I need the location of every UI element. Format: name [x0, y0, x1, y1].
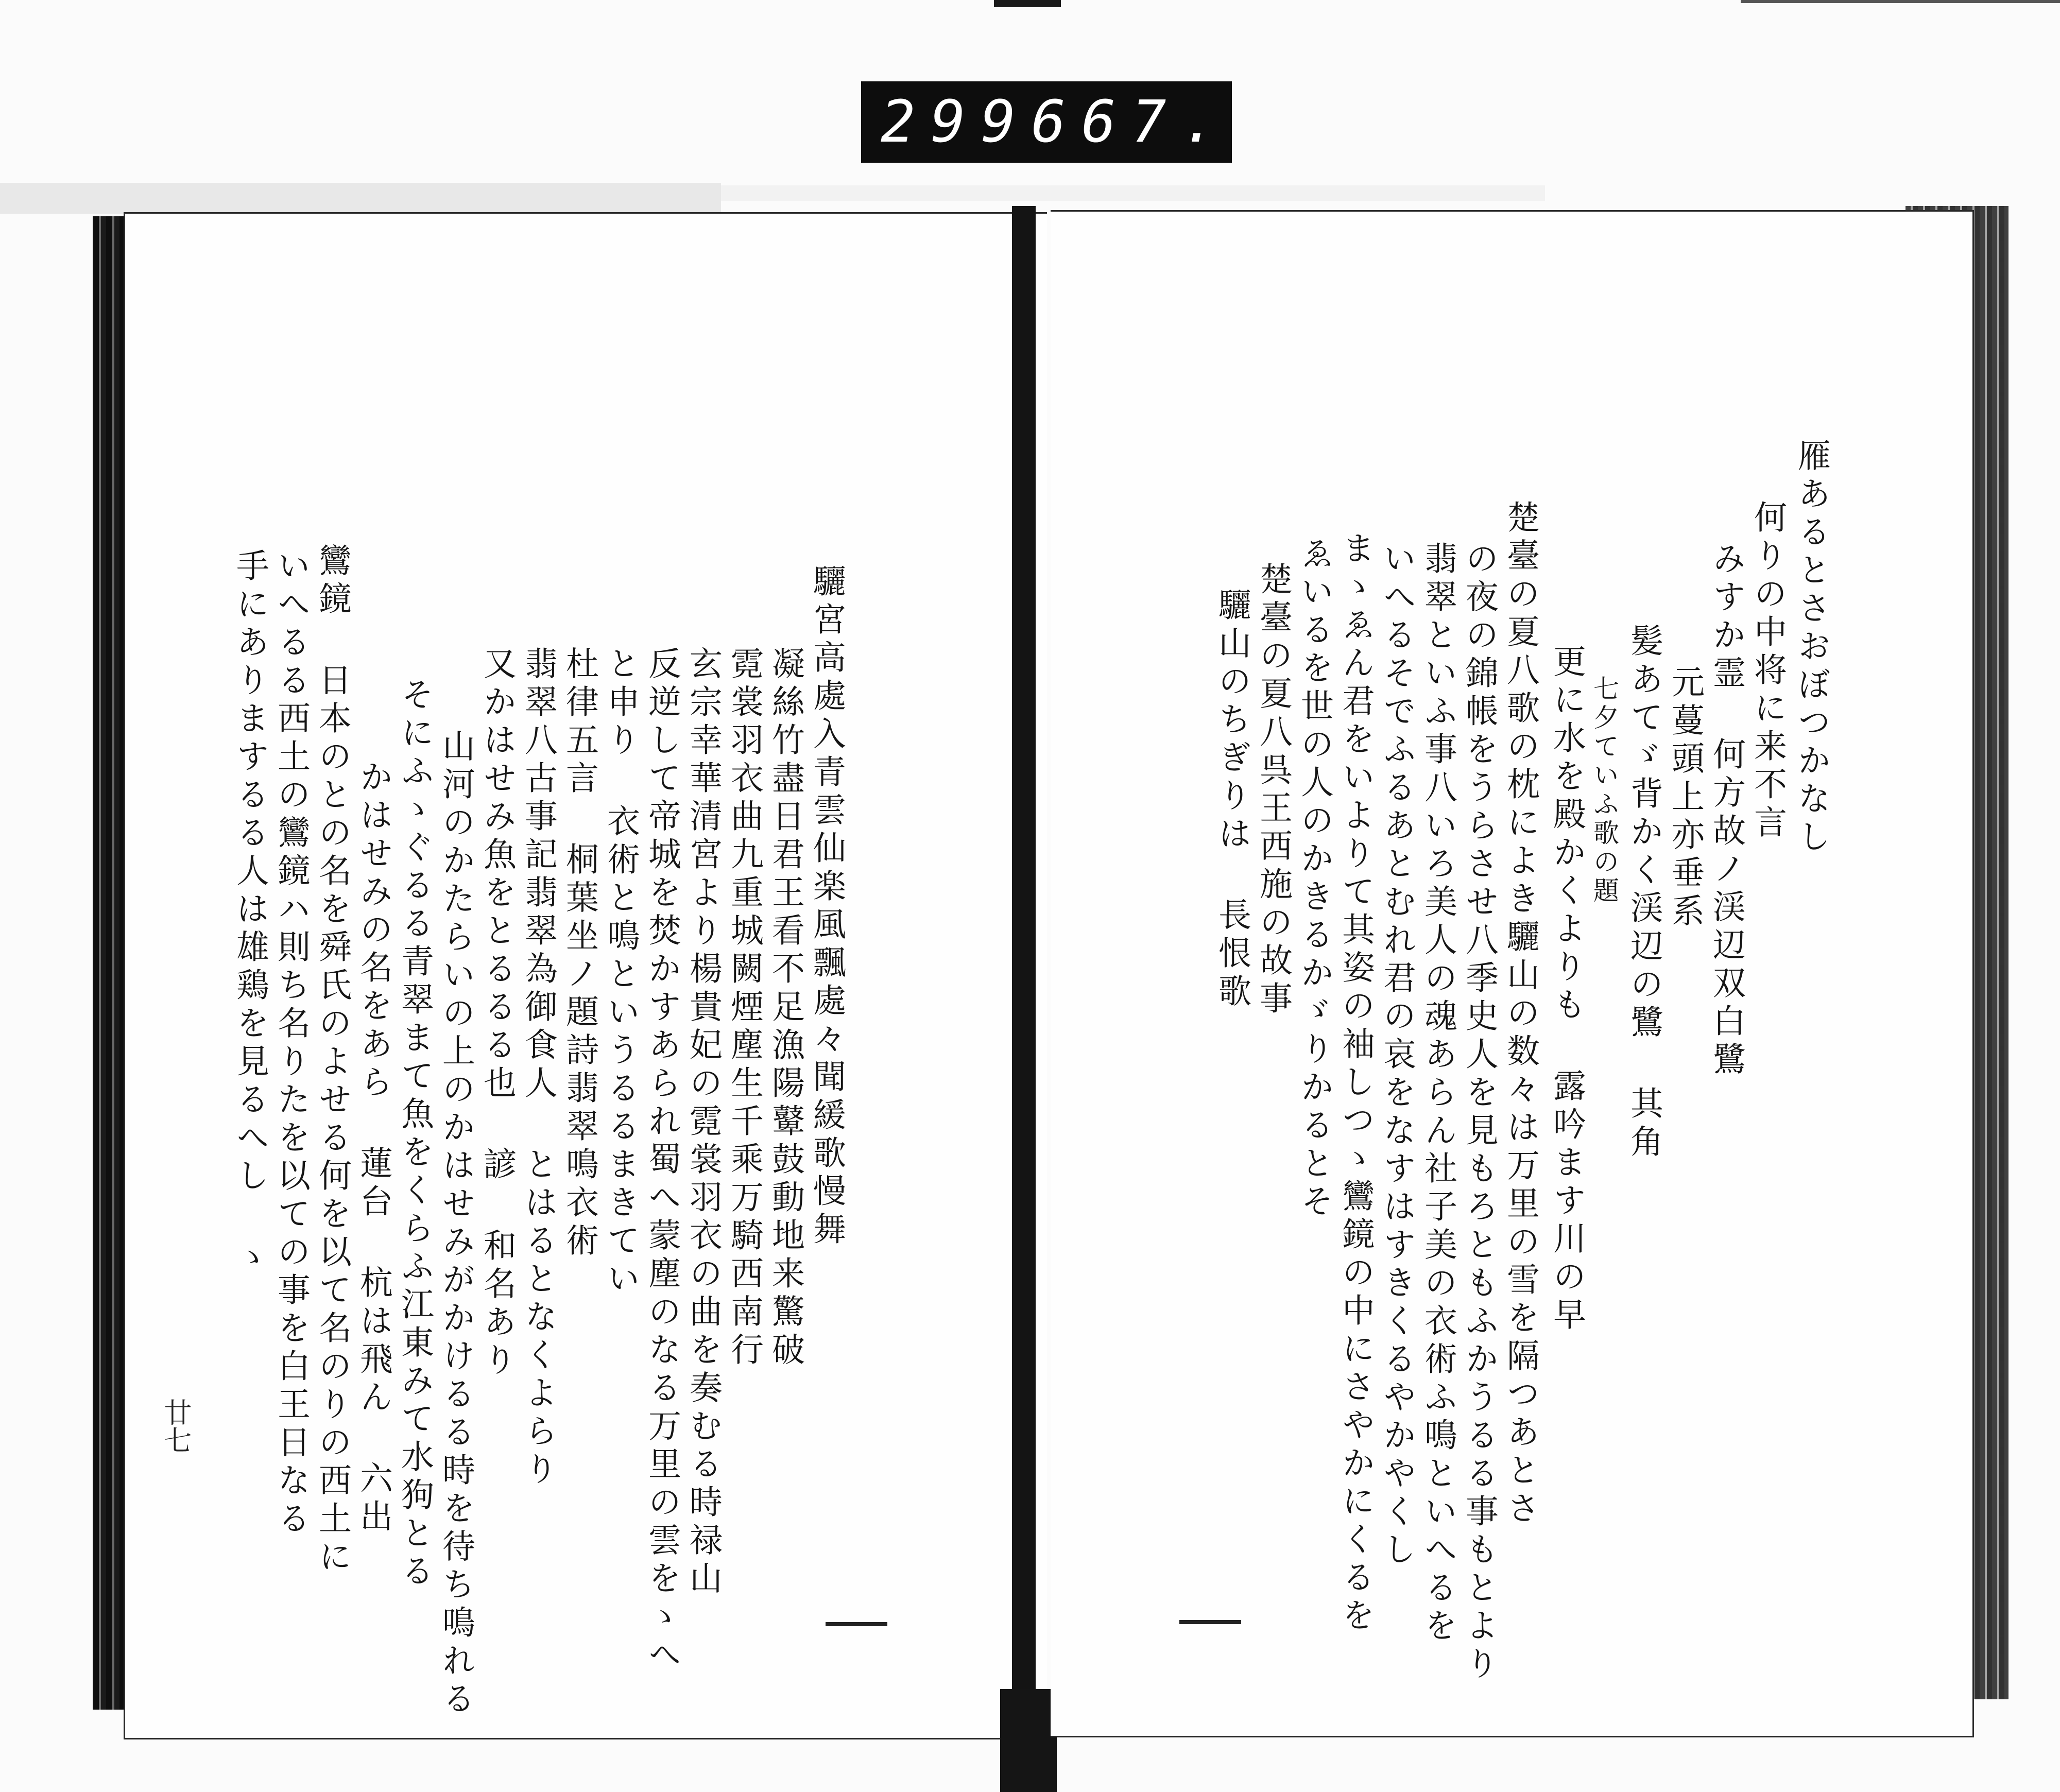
left-text-column: 驪宮高處入青雲仙楽風飄處々聞緩歌慢舞 [808, 564, 846, 1250]
left-text-column: いへるる西土の鸞鏡ハ則ち名りたを以ての事を白王日なる [272, 548, 310, 1539]
right-text-column: 楚臺の夏八歌の枕によき驪山の数々は万里の雪を隔つあとさ [1501, 500, 1539, 1529]
top-edge-mark [994, 0, 1061, 7]
left-text-column: 鸞鏡 日本のとの名を舜氏のよせる何を以て名のりの西土に [313, 543, 351, 1577]
left-text-column: 杜律五言 桐葉坐ノ題詩翡翠鳴衣術 [560, 646, 598, 1261]
left-text-column: 山河のかたらいの上のかはせみがかけるる時を待ち鳴れる [437, 729, 475, 1719]
right-text-column: 驪山のちぎりは 長恨歌 [1213, 588, 1251, 1012]
archive-number-right: 667. [1031, 89, 1232, 156]
right-text-column: 元蔓頭上亦垂系 [1666, 665, 1704, 932]
right-text-column: ゑいるを世の人のかきるかゞりかるとそ [1295, 536, 1333, 1222]
left-text-column: と申り 衣術と鳴というるるまきてい [602, 646, 640, 1299]
right-text-column: 七夕ていふ歌の題 [1589, 675, 1619, 906]
right-text-column: いへるそでふるあとむれ君の哀をなすはすきくるやかやくし [1378, 541, 1416, 1570]
left-text-column: 霓裳羽衣曲九重城闕煙塵生千乘万騎西南行 [725, 646, 763, 1370]
right-text-column: 何りの中将に来不言 [1748, 500, 1787, 843]
left-text-column: 凝絲竹盡日君王看不足漁陽鼙鼓動地来驚破 [766, 646, 804, 1370]
right-page [1051, 210, 1974, 1737]
left-text-column: そにふゝぐるる青翠まて魚をくらふ江東みて水狗とる [396, 677, 434, 1592]
right-text-column: まゝゑん君をいよりて其姿の袖しつゝ鸞鏡の中にさやかにくるを [1336, 531, 1375, 1636]
left-text-column: 手にありまするる人は雄鶏を見るへし ゝ [231, 548, 269, 1278]
left-text-column: 翡翠八古事記翡翠為御食人 とはるとなくよらり [519, 646, 557, 1490]
right-text-column: 雁あるとさおぼつかなし [1792, 438, 1830, 857]
archive-number-left: 299 [881, 89, 1032, 156]
scan-noise-band [721, 185, 1545, 201]
right-text-column: 楚臺の夏八呉王西施の故事 [1254, 562, 1292, 1019]
bottom-mark [1179, 1620, 1241, 1624]
left-text-column: 又かはせみ魚をとるるる也 諺 和名あり [478, 646, 516, 1381]
right-text-column: 更に水を殿かくよりも 露吟ます川の早 [1548, 644, 1586, 1335]
right-text-column: の夜の錦帳をうらさせ八季史人を見もろともふかうるる事もとより [1460, 541, 1498, 1684]
left-page [124, 212, 1047, 1739]
left-text-column: 反逆して帝城を焚かすあられ蜀へ蒙塵のなる万里の雲をゝへ [643, 646, 681, 1675]
book-spine-base [1000, 1689, 1057, 1792]
open-book [88, 206, 2060, 1756]
archive-number-label [861, 81, 1232, 163]
left-text-column: かはせみの名をあら 蓮台 杭は飛ん 六出 [354, 760, 392, 1537]
book-spine [1012, 206, 1036, 1756]
bottom-mark [826, 1622, 887, 1626]
right-text-column: 髪あてゞ背かく渓辺の鷺 其角 [1625, 624, 1663, 1162]
right-text-column: みすか霊 何方故ノ渓辺双白鷺 [1707, 541, 1745, 1080]
right-text-column: 翡翠といふ事八いろ美人の魂あらん社子美の衣術ふ鳴といへるを [1419, 541, 1457, 1646]
top-edge-mark [1741, 0, 2060, 3]
page-number: 廿七 [160, 1398, 192, 1454]
left-text-column: 玄宗幸華清宮より楊貴妃の霓裳羽衣の曲を奏むる時禄山 [684, 646, 722, 1599]
